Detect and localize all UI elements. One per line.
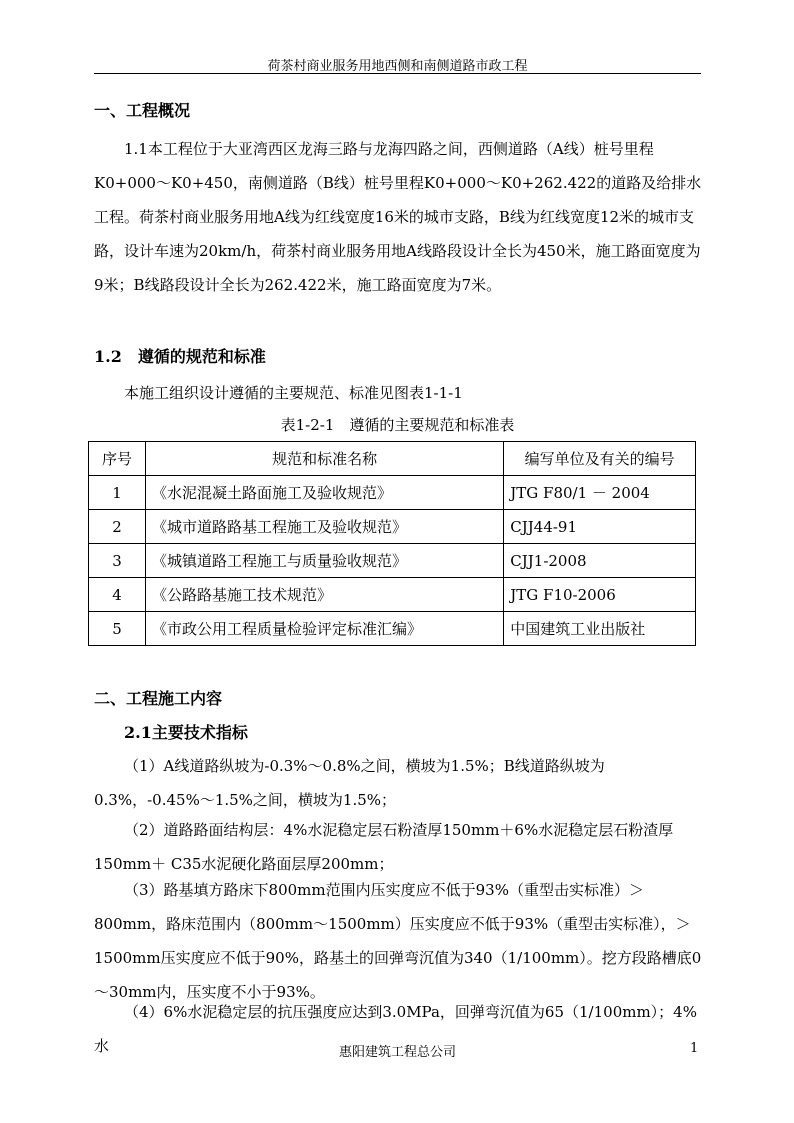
header-cell: 规范和标准名称 [145,442,503,476]
table-row [89,612,696,646]
cell-code: JTG F10-2006 [504,578,696,612]
cell-name: 《公路路基施工技术规范》 [145,578,503,612]
cell-code: JTG F80/1 － 2004 [504,476,696,510]
running-header: 荷茶村商业服务用地西侧和南侧道路市政工程 [267,59,528,74]
item-4: （4）6%水泥稳定层的抗压强度应达到3.0MPa，回弹弯沉值为65（1/100mm）；4%水 [94,1003,697,1055]
item-1: （1）A线道路纵坡为-0.3%～0.8%之间，横坡为1.5%；B线道路纵坡为0.3%，-0.45%～1.5%之间，横坡为1.5%； [94,757,605,809]
cell-name: 《市政公用工程质量检验评定标准汇编》 [145,612,503,646]
footer-company: 惠阳建筑工程总公司 [338,1045,456,1060]
header-cell: 编写单位及有关的编号 [504,442,696,476]
cell-name: 《城镇道路工程施工与质量验收规范》 [145,544,503,578]
cell-code: CJJ44-91 [504,510,696,544]
item-2: （2）道路路面结构层：4%水泥稳定层石粉渣厚150mm＋6%水泥稳定层石粉渣厚150mm＋ C35水泥硬化路面层厚200mm； [94,821,674,873]
section-heading-overview: 一、工程概况 [94,101,191,120]
table-header-row [89,442,696,476]
standards-table [88,441,696,646]
cell-code: CJJ1-2008 [504,544,696,578]
header-rule [94,73,701,74]
header-cell: 序号 [89,442,146,476]
cell-index: 4 [89,578,146,612]
heading-2-1: 2.1主要技术指标 [124,723,248,742]
cell-index: 1 [89,476,146,510]
table-row [89,476,696,510]
cell-index: 3 [89,544,146,578]
table-row [89,578,696,612]
paragraph-1-2: 本施工组织设计遵循的主要规范、标准见图表1-1-1 [124,384,463,402]
paragraph-1-1: 1.1本工程位于大亚湾西区龙海三路与龙海四路之间，西侧道路（A线）桩号里程K0+000～K0+450，南侧道路（B线）桩号里程K0+000～K0+262.422的道路及给排水工程。荷茶村商业服务用地A线为红线宽度16米的城市支路，B线为红线宽度12米的城市支路，设计车速为20km/h，荷茶村商业服务用地A线路段设计全长为450米，施工路面宽度为9米；B线路段设计全长为262.422米，施工路面宽度为7米。 [94,140,702,294]
heading-1-2: 1.2 遵循的规范和标准 [94,347,266,366]
table-caption: 表1-2-1 遵循的主要规范和标准表 [280,416,515,434]
cell-code: 中国建筑工业出版社 [504,612,696,646]
section-heading-construction: 二、工程施工内容 [94,689,223,708]
cell-name: 《水泥混凝土路面施工及验收规范》 [145,476,503,510]
table-row [89,544,696,578]
page-number: 1 [690,1041,699,1056]
item-3: （3）路基填方路床下800mm范围内压实度应不低于93%（重型击实标准）＞800mm，路床范围内（800mm～1500mm）压实度应不低于93%（重型击实标准），＞1500mm压实度应不低于90%，路基土的回弹弯沉值为340（1/100mm）。挖方段路槽底0～30mm内，压实度不小于93%。 [94,881,702,1001]
cell-index: 2 [89,510,146,544]
table-row [89,510,696,544]
cell-name: 《城市道路路基工程施工及验收规范》 [145,510,503,544]
cell-index: 5 [89,612,146,646]
